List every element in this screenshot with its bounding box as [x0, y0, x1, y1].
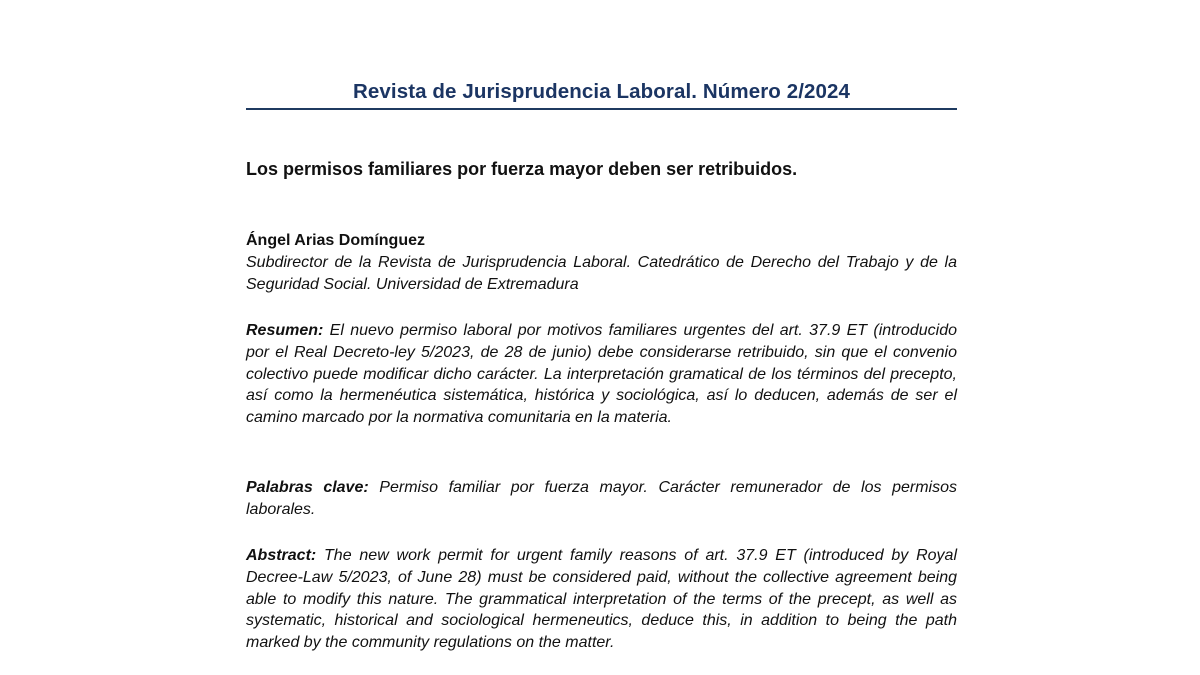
abstract-paragraph: [246, 545, 957, 654]
keywords-paragraph: [246, 477, 957, 521]
resumen-text: El nuevo permiso laboral por motivos familiares urgentes del art. 37.9 ET (introducido por el Real Decreto-ley 5/2023, de 28 de junio) debe considerarse retribuido, sin que el convenio colectivo puede modificar dicho carácter. La interpretación gramatical de los términos del precepto, así como la hermenéutica sistemática, histórica y sociológica, así lo deducen, además de ser el camino marcado por la normativa comunitaria en la materia.: [246, 322, 957, 427]
resumen-paragraph: [246, 320, 957, 429]
journal-header: Revista de Jurisprudencia Laboral. Número 2/2024: [353, 80, 850, 103]
keywords-label: Palabras clave:: [246, 479, 369, 496]
keywords-text: Permiso familiar por fuerza mayor. Carácter remunerador de los permisos laborales.: [246, 479, 957, 518]
abstract-text: The new work permit for urgent family reasons of art. 37.9 ET (introduced by Royal Decree-Law 5/2023, of June 28) must be considered paid, without the collective agreement being able to modify this nature. The grammatical interpretation of the terms of the precept, as well as systematic, historical and sociological hermeneutics, deduce this, in addition to being the path marked by the community regulations on the matter.: [246, 547, 957, 652]
resumen-label: Resumen:: [246, 322, 324, 339]
author-affiliation: Subdirector de la Revista de Jurisprudencia Laboral. Catedrático de Derecho del Trabajo y de la Seguridad Social. Universidad de Extremadura: [246, 254, 957, 293]
abstract-label: Abstract:: [246, 547, 317, 564]
article-title: Los permisos familiares por fuerza mayor deben ser retribuidos.: [246, 159, 798, 179]
author-name: Ángel Arias Domínguez: [246, 232, 425, 249]
header-divider: [246, 108, 957, 110]
author-block: [246, 230, 957, 296]
